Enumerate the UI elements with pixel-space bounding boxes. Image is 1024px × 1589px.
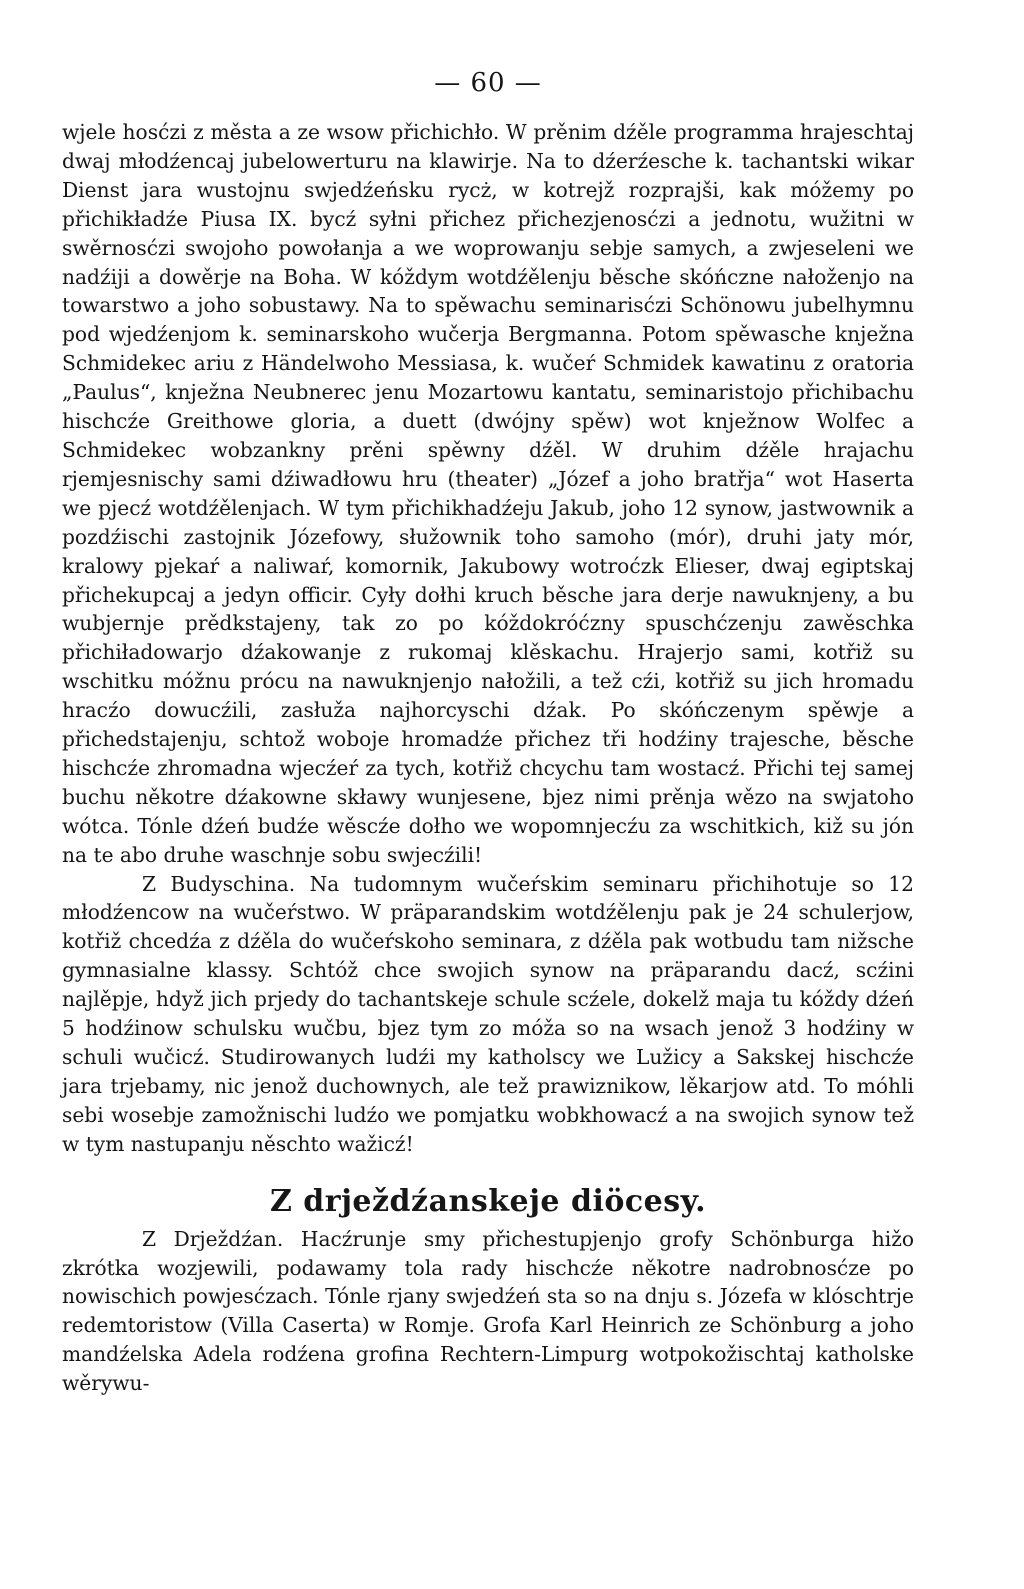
page-number: — 60 — bbox=[434, 68, 542, 98]
paragraph-budysin: Z Budyschina. Na tudomnym wučeŕskim seminaru přichihotuje so 12 młodźencow na wučeŕstwo. W präparandskim wotdźělenju pak je 24 schulerjow, kotřiž chcedźa z dźěla do wučeŕskoho seminara, z dźěla pak wotbudu tam nižsche gymnasialne klassy. Schtóž chce swojich synow na präparandu dacź, scźini najlěpje, hdyž jich prjedy do tachantskeje schule scźele, dokelž maja tu kóždy dźeń 5 hodźinow schulsku wučbu, bjez tym zo móža so na wsach jenož 3 hodźiny w schuli wučicź. Studirowanych ludźi my katholscy we Lužicy a Sakskej hischcźe jara trjebamy, nic jenož duchownych, ale tež prawiznikow, lěkarjow atd. To móhli sebi wosebje zamožnischi ludźo we pomjatku wobkhowacź a na swojich synow tež w tym nastupanju něschto wažicź! bbox=[62, 871, 914, 1156]
paragraph-program-report: wjele hosćzi z města a ze wsow přichichło. W prěnim dźěle programma hrajeschtaj dwaj młodźencaj jubelowerturu na klawirje. Na to dźerźesche k. tachantski wikar Dienst jara wustojnu swjedźeńsku rycż, w kotrejž rozprajši, kak móžemy po přichikładźe Piusa IX. bycź syłni přichez přichezjenosćzi a jednotu, wužitni w swěrnosćzi swojoho powołanja a we woprowanju sebje samych, a zwjeseleni we nadźiji a dowěrje na Boha. W kóždym wotdźělenju běsche skóńczne nałoženjo na towarstwo a joho sobustawy. Na to spěwachu seminarisćzi Schönowu jubelhymnu pod wjedźenjom k. seminarskoho wučerja Bergmanna. Potom spěwasche knježna Schmidekec ariu z Händelwoho Messiasa, k. wučeŕ Schmidek kawatinu z oratoria „Paulus“, knježna Neubnerec jenu Mozartowu kantatu, seminaristojo přichibachu hischcźe Greithowe gloria, a duett (dwójny spěw) wot knježnow Wolfec a Schmidekec wobzankny prěni spěwny dźěl. W druhim dźěle hrajachu rjemjesnischy sami dźiwadłowu hru (theater) „Józef a joho bratřja“ wot Haserta we pjecź wotdźělenjach. W tym přichikhadźeju Jakub, joho 12 synow, jastwownik a pozdźischi zastojnik Józefowy, słužownik toho samoho (mór), druhi jaty mór, kralowy pjekaŕ a naliwaŕ, komornik, Jakubowy wotroćzk Elieser, dwaj egiptskaj přichekupcaj a jedyn officir. Cyły dołhi kruch běsche jara derje nawuknjeny, a bu wubjernje prědkstajeny, tak zo po kóždokróćzny spuschćzenju zawěschka přichiładowarjo dźakowanje z rukomaj klěskachu. Hrajerjo sami, kotřiž su wschitku móžnu prócu na nawuknjenjo nałožili, a tež cźi, kotřiž su jich hromadu hracźo dowucźili, zasłuža najhorcyschi dźak. Po skóńczenym spěwje a přichedstajenju, schtož woboje hromadźe přichez tři hodźiny trajesche, běsche hischcźe zhromadna wjecźeŕ za tych, kotřiž chcychu tam wostacź. Přichi tej samej buchu někotre dźakowne skławy wunjesene, bjez nimi prěnja wězo na swjatoho wótca. Tónle dźeń budźe wěscźe dołho we wopomnjecźu za wschitkich, kiž su jón na te abo druhe waschnje sobu swjecźili! bbox=[62, 120, 914, 867]
document-page bbox=[62, 70, 914, 1398]
paragraph-drjezdzany: Z Drježdźan. Hacźrunje smy přichestupjenjo grofy Schönburga hižo zkrótka wozjewili, podawamy tola rady hischcźe někotre nadrobnosćze po nowischich powjesćzach. Tónle rjany swjedźeń sta so na dnju s. Józefa w klóschtrje redemtoristow (Villa Caserta) w Romje. Grofa Karl Heinrich ze Schönburg a joho mandźelska Adela rodźena grofina Rechtern-Limpurg wotpokožischtaj katholske wěrywu- bbox=[62, 1226, 914, 1396]
section-heading-diocese: Z drježdźanskeje diöcesy. bbox=[269, 1183, 707, 1219]
